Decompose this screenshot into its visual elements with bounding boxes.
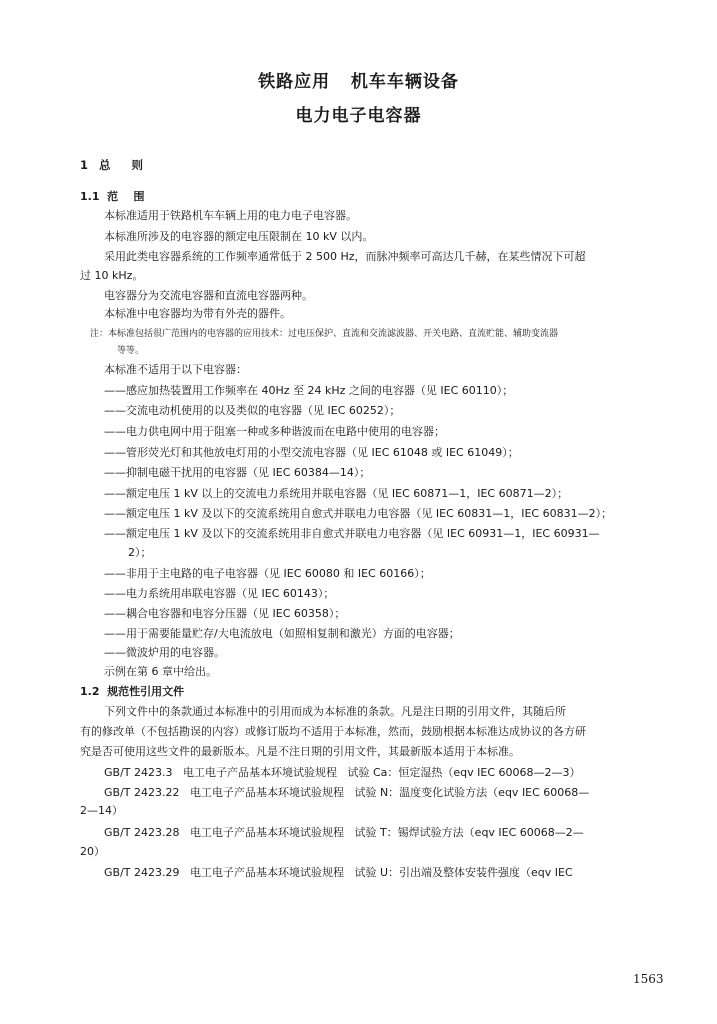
reference-item: GB/T 2423.29 电工电子产品基本环境试验规程 试验 U：引出端及整体安装件强度（eqv IEC	[104, 866, 573, 879]
reference-item-continuation: 2—14）	[80, 804, 123, 817]
document-title-line1: 铁路应用 机车车辆设备	[258, 72, 459, 92]
exclusion-item: ——抑制电磁干扰用的电容器（见 IEC 60384—14）；	[104, 466, 371, 479]
scope-note-line2: 等等。	[117, 346, 145, 356]
exclusion-item: ——电力系统用串联电容器（见 IEC 60143）；	[104, 587, 335, 600]
example-note: 示例在第 6 章中给出。	[104, 665, 217, 678]
exclusion-item: ——额定电压 1 kV 以上的交流电力系统用并联电容器（见 IEC 60871—1，IEC 60871—2）；	[104, 487, 569, 500]
exclusion-item: ——非用于主电路的电子电容器（见 IEC 60080 和 IEC 60166）；	[104, 567, 431, 580]
exclusion-item-continuation: 2）；	[128, 546, 152, 559]
scope-paragraph-3-line2: 过 10 kHz。	[80, 269, 144, 282]
exclusion-item: ——管形荧光灯和其他放电灯用的小型交流电容器（见 IEC 61048 或 IEC 61049）；	[104, 446, 519, 459]
section-1-2-heading: 1.2 规范性引用文件	[80, 685, 185, 698]
exclusion-item: ——感应加热装置用工作频率在 40Hz 至 24 kHz 之间的电容器（见 IEC 60110）；	[104, 384, 514, 397]
reference-item: GB/T 2423.28 电工电子产品基本环境试验规程 试验 T：锡焊试验方法（eqv IEC 60068—2—	[104, 826, 584, 839]
exclusions-intro: 本标准不适用于以下电容器：	[104, 363, 247, 376]
scope-paragraph-4: 电容器分为交流电容器和直流电容器两种。	[104, 289, 313, 302]
normative-paragraph-line2: 有的修改单（不包括勘误的内容）或修订版均不适用于本标准，然而，鼓励根据本标准达成协议的各方研	[80, 725, 586, 738]
scope-paragraph-5: 本标准中电容器均为带有外壳的器件。	[104, 307, 291, 320]
exclusion-item: ——额定电压 1 kV 及以下的交流系统用非自愈式并联电力电容器（见 IEC 60931—1，IEC 60931—	[104, 527, 600, 540]
reference-item: GB/T 2423.22 电工电子产品基本环境试验规程 试验 N：温度变化试验方法（eqv IEC 60068—	[104, 786, 590, 799]
section-1-heading: 1 总 则	[80, 158, 145, 172]
normative-paragraph-line3: 究是否可使用这些文件的最新版本。凡是不注日期的引用文件，其最新版本适用于本标准。	[80, 745, 520, 758]
scope-paragraph-3-line1: 采用此类电容器系统的工作频率通常低于 2 500 Hz，而脉冲频率可高达几千赫，在某些情况下可超	[104, 250, 586, 263]
reference-item: GB/T 2423.3 电工电子产品基本环境试验规程 试验 Ca：恒定湿热（eqv IEC 60068—2—3）	[104, 766, 581, 779]
section-1-1-heading: 1.1 范 围	[80, 190, 145, 203]
scope-paragraph-1: 本标准适用于铁路机车车辆上用的电力电子电容器。	[104, 209, 357, 222]
reference-item-continuation: 20）	[80, 845, 105, 858]
normative-paragraph-line1: 下列文件中的条款通过本标准中的引用而成为本标准的条款。凡是注日期的引用文件，其随后所	[104, 705, 566, 718]
document-title-line2: 电力电子电容器	[295, 106, 422, 126]
exclusion-item: ——交流电动机使用的以及类似的电容器（见 IEC 60252）；	[104, 404, 401, 417]
exclusion-item: ——微波炉用的电容器。	[104, 646, 225, 659]
exclusion-item: ——耦合电容器和电容分压器（见 IEC 60358）；	[104, 607, 346, 620]
scope-note-line1: 注：本标准包括很广范围内的电容器的应用技术：过电压保护、直流和交流滤波器、开关电路、直流贮能、辅助变流器	[90, 329, 559, 339]
scope-paragraph-2: 本标准所涉及的电容器的额定电压限制在 10 kV 以内。	[104, 230, 374, 243]
exclusion-item: ——用于需要能量贮存/大电流放电（如照相复制和激光）方面的电容器；	[104, 627, 460, 640]
exclusion-item: ——电力供电网中用于阻塞一种或多种谐波而在电路中使用的电容器；	[104, 425, 445, 438]
exclusion-item: ——额定电压 1 kV 及以下的交流系统用自愈式并联电力电容器（见 IEC 60831—1，IEC 60831—2）；	[104, 507, 613, 520]
page-number: 1563	[633, 972, 664, 986]
